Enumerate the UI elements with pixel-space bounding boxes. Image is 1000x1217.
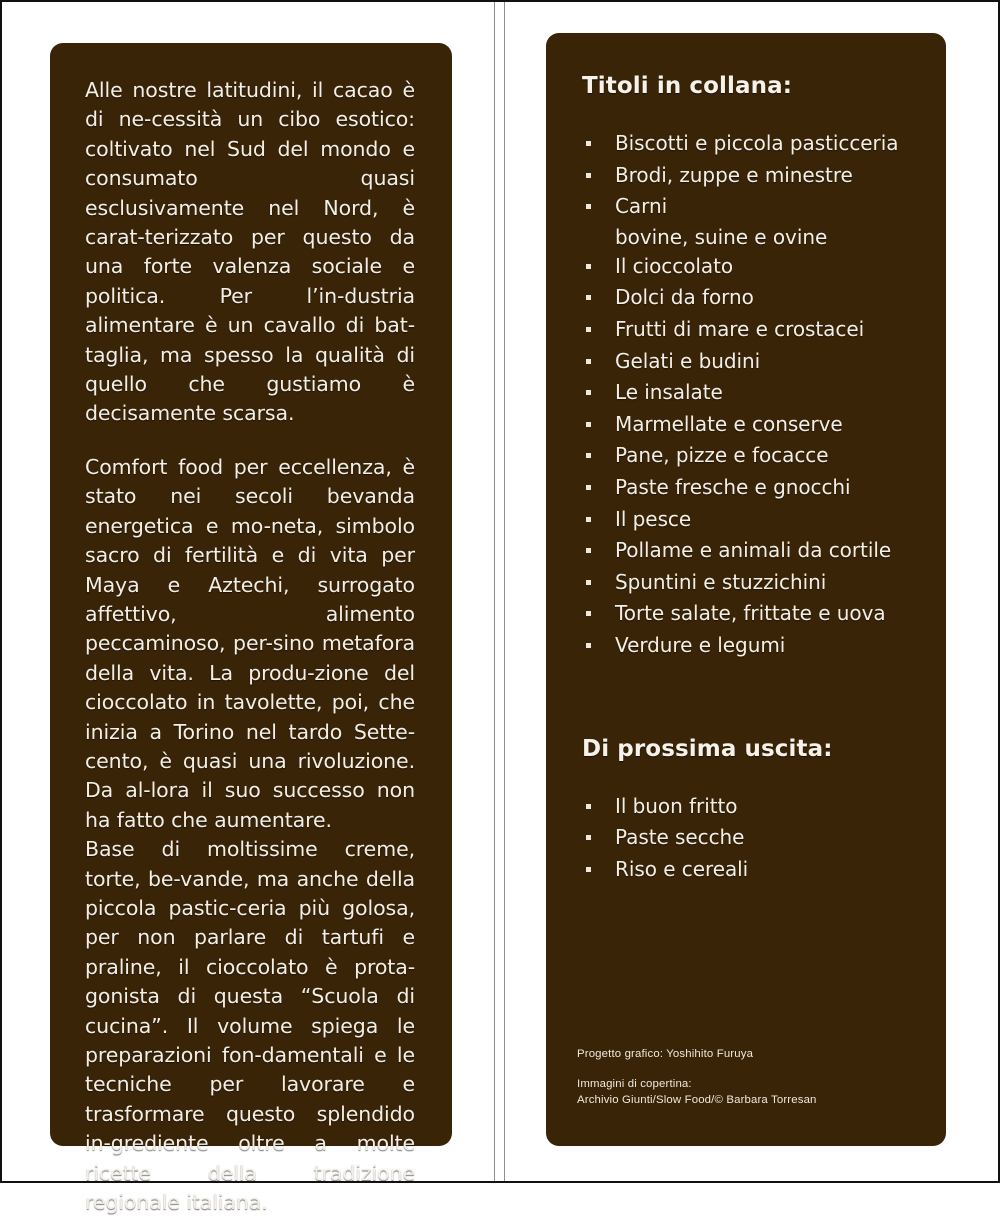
- upcoming-item-label: Riso e cereali: [615, 856, 749, 881]
- blurb-paragraph-1: Alle nostre latitudini, il cacao è di ne-cessità un cibo esotico: coltivato nel Sud del mondo e consumato quasi esclusivamente nel Nord, è carat-terizzato per questo da una forte valenza sociale e politica. Per l’in-dustria alimentare è un cavallo di bat-taglia, ma spesso la qualità di quello che gustiamo è decisamente scarsa.: [85, 78, 415, 426]
- credit-images-label: Immagini di copertina:: [577, 1078, 692, 1091]
- series-item[interactable]: [582, 346, 922, 378]
- square-bullet-icon: [586, 485, 591, 490]
- series-heading: Titoli in collana:: [582, 73, 793, 99]
- series-item[interactable]: [582, 504, 922, 536]
- square-bullet-icon: [586, 643, 591, 648]
- series-item-label: Paste fresche e gnocchi: [615, 474, 851, 499]
- series-item-label: Spuntini e stuzzichini: [615, 569, 827, 594]
- credit-images-source: Archivio Giunti/Slow Food/© Barbara Torresan: [577, 1093, 817, 1106]
- series-item-label: Biscotti e piccola pasticceria: [615, 131, 899, 155]
- series-item[interactable]: [582, 472, 922, 504]
- square-bullet-icon: [586, 264, 591, 269]
- square-bullet-icon: [586, 173, 591, 178]
- series-item[interactable]: [582, 251, 922, 283]
- square-bullet-icon: [586, 580, 591, 585]
- series-item-label: Carni: [615, 194, 668, 219]
- series-item-sublabel: bovine, suine e ovine: [615, 224, 828, 249]
- series-item-label: Pollame e animali da cortile: [615, 538, 892, 563]
- series-item-label: Torte salate, frittate e uova: [615, 601, 886, 626]
- series-item[interactable]: [582, 191, 922, 251]
- square-bullet-icon: [586, 422, 591, 427]
- right-flap-panel: [546, 33, 946, 1146]
- series-item[interactable]: [582, 128, 922, 160]
- blurb-paragraph-2: Comfort food per eccellenza, è stato nei secoli bevanda energetica e mo-neta, simbolo sacro di fertilità e di vita per Maya e Aztechi, surrogato affettivo, alimento peccaminoso, per-sino metafora della vita. La produ-zione del cioccolato in tavolette, poi, che inizia a Torino nel tardo Sette-cento, è quasi una rivoluzione. Da al-lora il suo successo non ha fatto che aumentare.: [85, 454, 415, 832]
- series-item-label: Frutti di mare e crostacei: [615, 316, 865, 341]
- series-item-label: Il cioccolato: [615, 253, 734, 278]
- series-item[interactable]: [582, 377, 922, 409]
- fold-guide-line-right: [504, 2, 505, 1181]
- upcoming-heading: Di prossima uscita:: [582, 735, 833, 762]
- series-item-label: Il pesce: [615, 506, 692, 531]
- blurb-text-block: [85, 76, 415, 1217]
- square-bullet-icon: [586, 327, 591, 332]
- series-item-label: Verdure e legumi: [615, 632, 786, 657]
- series-item[interactable]: [582, 535, 922, 567]
- series-item-label: Marmellate e conserve: [615, 411, 843, 436]
- left-flap-panel: [50, 43, 452, 1215]
- series-item-label: Brodi, zuppe e minestre: [615, 162, 853, 187]
- square-bullet-icon: [586, 295, 591, 300]
- series-item-label: Pane, pizze e focacce: [615, 443, 829, 468]
- square-bullet-icon: [586, 867, 591, 872]
- upcoming-item[interactable]: [582, 822, 922, 854]
- series-item[interactable]: [582, 314, 922, 346]
- upcoming-item-label: Il buon fritto: [615, 793, 738, 818]
- series-item[interactable]: [582, 630, 922, 662]
- series-item[interactable]: [582, 409, 922, 441]
- square-bullet-icon: [586, 204, 591, 209]
- square-bullet-icon: [586, 390, 591, 395]
- series-item-label: Dolci da forno: [615, 285, 754, 310]
- fold-guide-line-left: [494, 2, 495, 1181]
- square-bullet-icon: [586, 453, 591, 458]
- square-bullet-icon: [586, 804, 591, 809]
- upcoming-title-list: [582, 791, 922, 886]
- series-section: [582, 73, 922, 885]
- credits-block: [577, 1047, 917, 1108]
- series-item[interactable]: [582, 282, 922, 314]
- series-item[interactable]: [582, 160, 922, 192]
- series-item-label: Gelati e budini: [615, 348, 761, 373]
- series-item[interactable]: [582, 567, 922, 599]
- square-bullet-icon: [586, 611, 591, 616]
- square-bullet-icon: [586, 548, 591, 553]
- upcoming-item-label: Paste secche: [615, 825, 745, 850]
- blurb-paragraph-3: Base di moltissime creme, torte, be-vande, ma anche della piccola pastic-ceria più golosa, per non parlare di tartufi e praline, il cioccolato è prota-gonista di questa “Scuola di cucina”. Il volume spiega le preparazioni fon-damentali e le tecniche per lavorare e trasformare questo splendido in-grediente oltre a molte ricette della tradizione regionale italiana.: [85, 837, 415, 1215]
- square-bullet-icon: [586, 141, 591, 146]
- series-item[interactable]: [582, 440, 922, 472]
- upcoming-item[interactable]: [582, 854, 922, 886]
- square-bullet-icon: [586, 517, 591, 522]
- square-bullet-icon: [586, 835, 591, 840]
- credit-designer: Progetto grafico: Yoshihito Furuya: [577, 1048, 754, 1060]
- square-bullet-icon: [586, 359, 591, 364]
- upcoming-item[interactable]: [582, 791, 922, 823]
- series-item-label: Le insalate: [615, 380, 723, 405]
- series-item[interactable]: [582, 598, 922, 630]
- series-title-list: [582, 128, 922, 662]
